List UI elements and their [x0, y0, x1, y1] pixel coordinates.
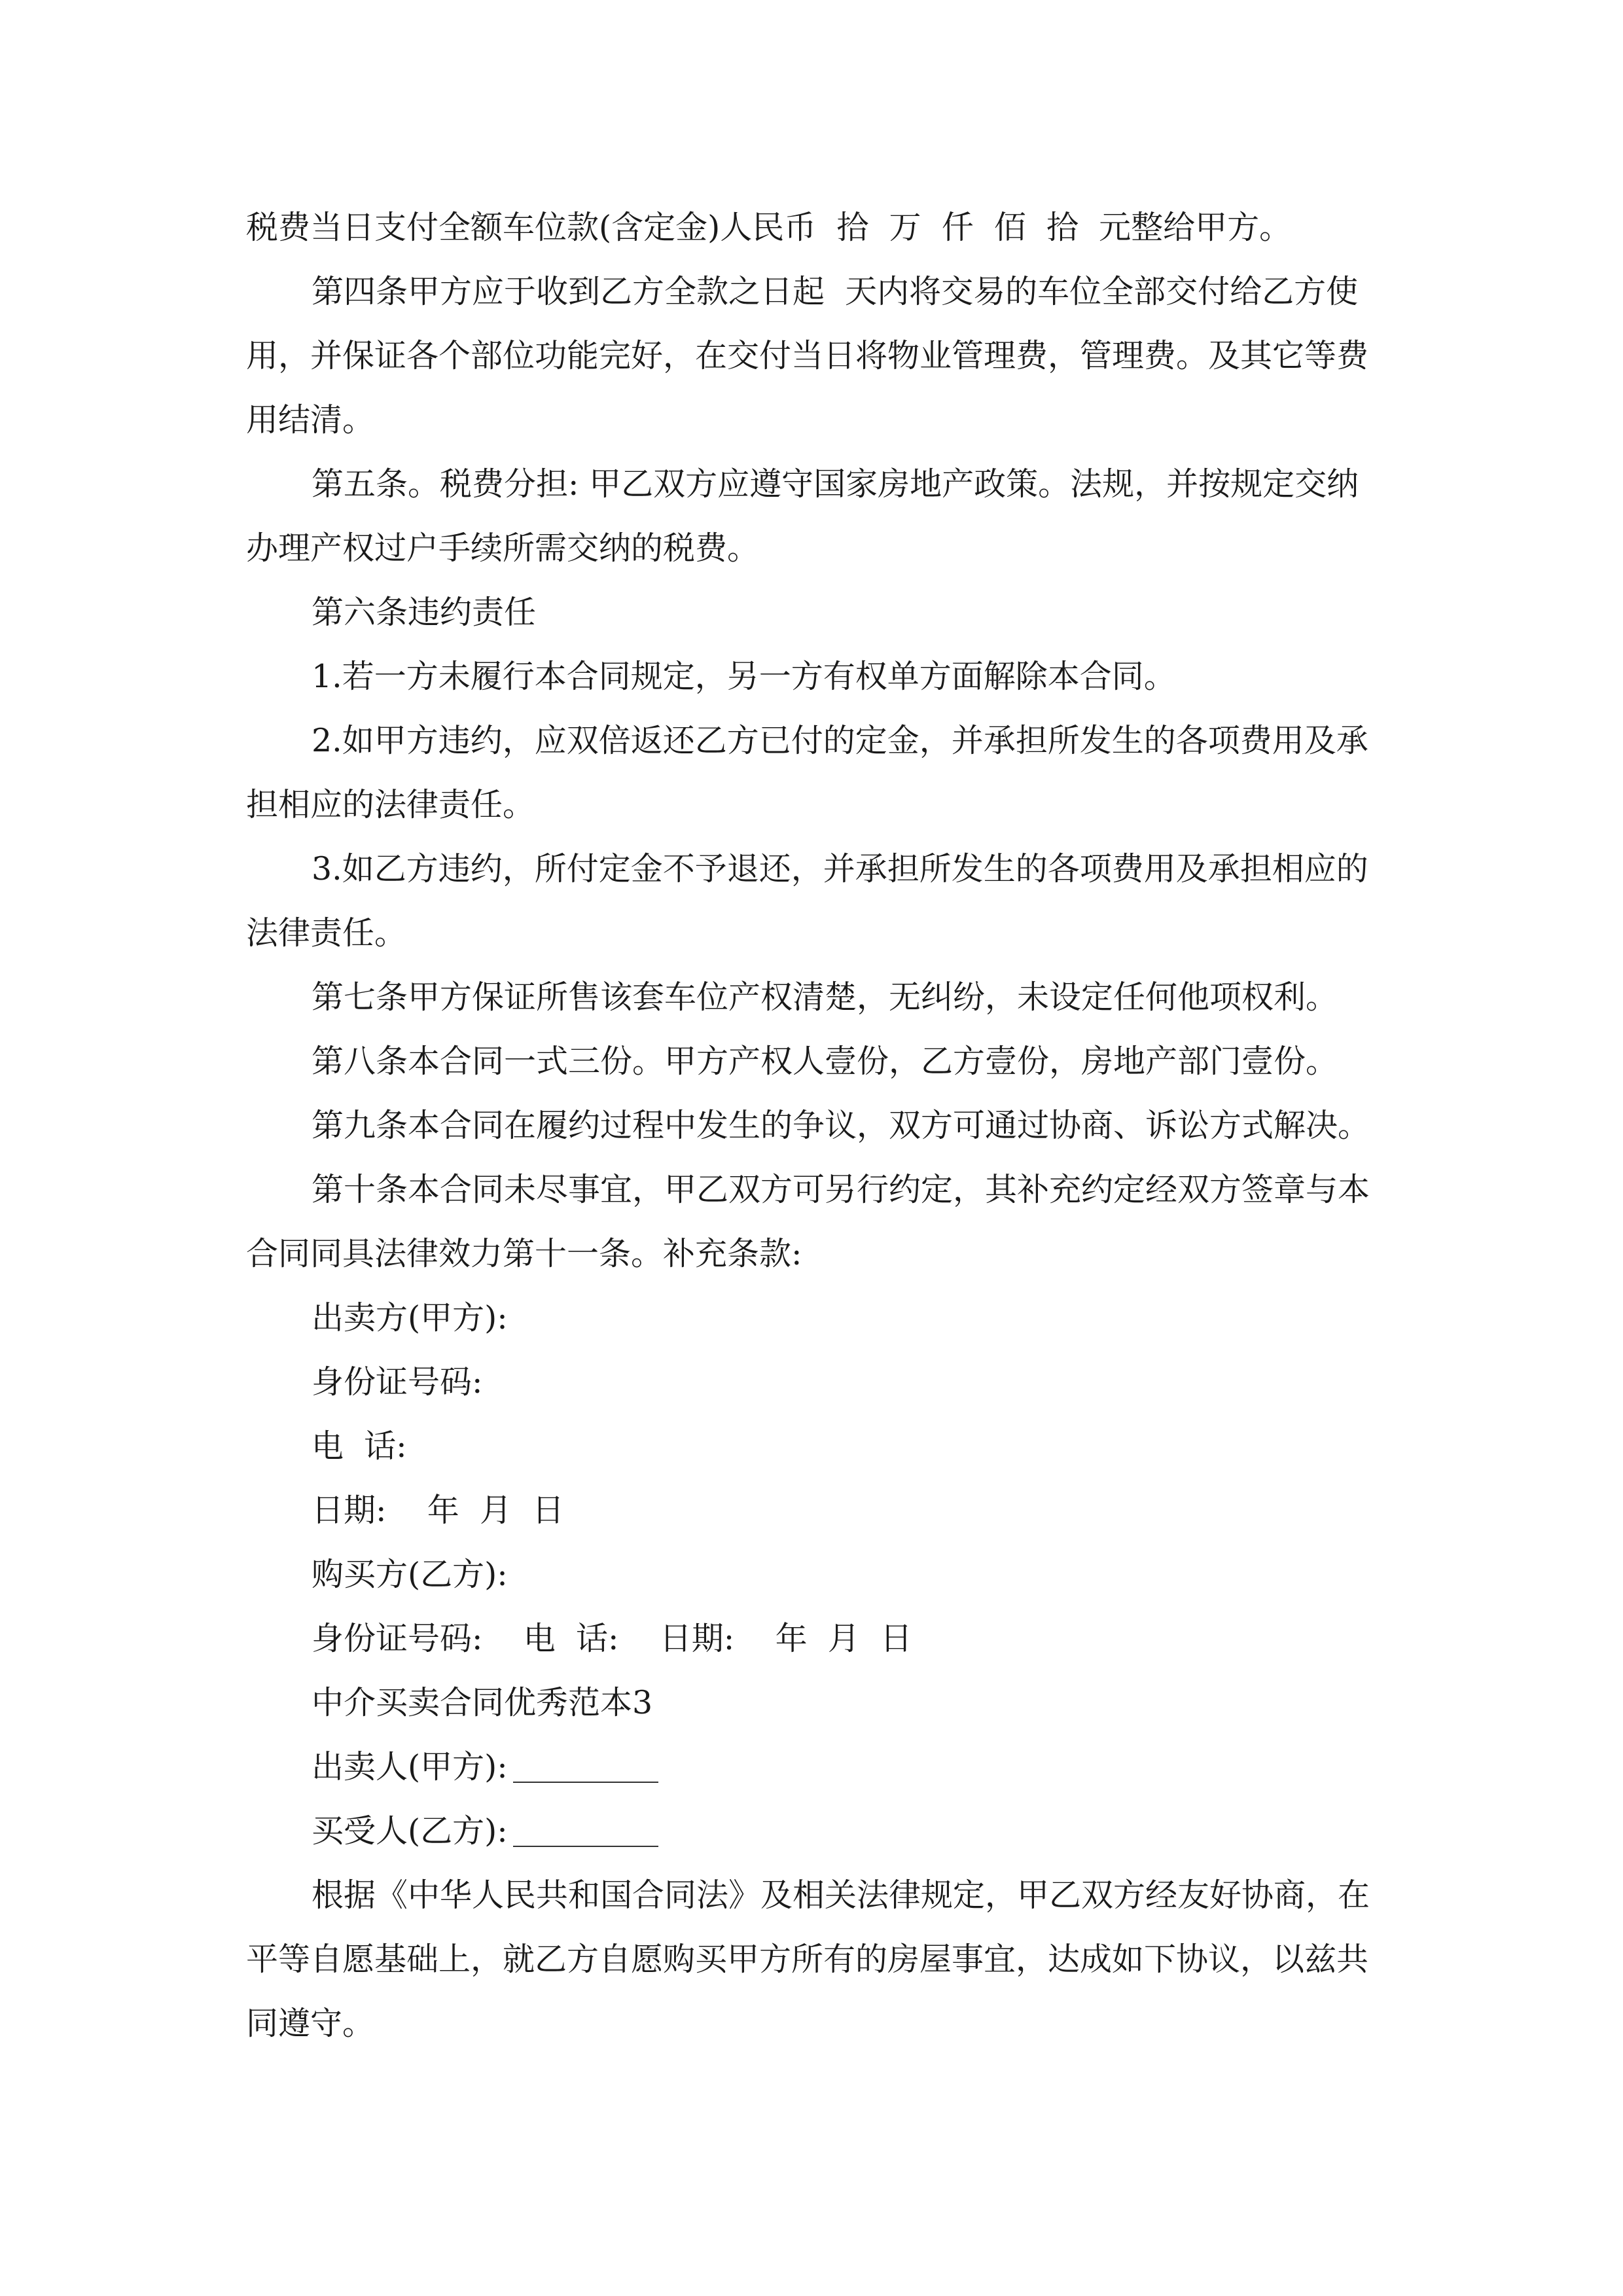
- text-line: 1.若一方未履行本合同规定，另一方有权单方面解除本合同。: [312, 658, 1176, 695]
- signature-field-phone: 电 话:: [312, 1427, 407, 1465]
- text-line: 平等自愿基础上，就乙方自愿购买甲方所有的房屋事宜，达成如下协议，以兹共: [246, 1941, 1369, 1978]
- text-line: 2.如甲方违约，应双倍返还乙方已付的定金，并承担所发生的各项费用及承: [312, 722, 1368, 759]
- text-line: 合同同具法律效力第十一条。补充条款:: [246, 1235, 802, 1272]
- text-line: 第九条本合同在履约过程中发生的争议，双方可通过协商、诉讼方式解决。: [312, 1107, 1370, 1144]
- signature-field-id: 身份证号码:: [312, 1363, 483, 1401]
- text-line: 用结清。: [246, 401, 375, 439]
- text-line: 根据《中华人民共和国合同法》及相关法律规定，甲乙双方经友好协商，在: [312, 1876, 1370, 1914]
- text-line: 法律责任。: [246, 914, 407, 952]
- party-seller-line: [312, 1748, 658, 1785]
- text-line: 第八条本合同一式三份。甲方产权人壹份，乙方壹份，房地产部门壹份。: [312, 1043, 1338, 1080]
- text-line: 第七条甲方保证所售该套车位产权清楚，无纠纷，未设定任何他项权利。: [312, 978, 1338, 1016]
- text-line: 第五条。税费分担: 甲乙双方应遵守国家房地产政策。法规，并按规定交纳: [312, 465, 1359, 503]
- text-line: 第四条甲方应于收到乙方全款之日起 天内将交易的车位全部交付给乙方使: [312, 273, 1359, 310]
- text-line: 第十条本合同未尽事宜，甲乙双方可另行约定，其补充约定经双方签章与本: [312, 1171, 1370, 1208]
- signature-field-buyer-details: 身份证号码: 电 话: 日期: 年 月 日: [312, 1620, 912, 1657]
- party-seller-label: 出卖人(甲方):: [312, 1748, 508, 1785]
- text-line: 办理产权过户手续所需交纳的税费。: [246, 529, 760, 567]
- blank-underline: [513, 1817, 658, 1847]
- party-buyer-label: 买受人(乙方):: [312, 1812, 508, 1850]
- text-line: 3.如乙方违约，所付定金不予退还，并承担所发生的各项费用及承担相应的: [312, 850, 1368, 888]
- signature-field-date: 日期: 年 月 日: [312, 1492, 565, 1529]
- section-title: 中介买卖合同优秀范本3: [312, 1684, 653, 1721]
- text-line: 第六条违约责任: [312, 594, 537, 631]
- text-line: 同遵守。: [246, 2005, 375, 2042]
- text-line: 用，并保证各个部位功能完好，在交付当日将物业管理费，管理费。及其它等费: [246, 337, 1369, 374]
- text-line: 税费当日支付全额车位款(含定金)人民币 拾 万 仟 佰 拾 元整给甲方。: [246, 209, 1292, 246]
- signature-field-seller: 出卖方(甲方):: [312, 1299, 508, 1336]
- signature-field-buyer: 购买方(乙方):: [312, 1556, 508, 1593]
- text-line: 担相应的法律责任。: [246, 786, 535, 823]
- party-buyer-line: [312, 1812, 658, 1850]
- blank-underline: [513, 1753, 658, 1783]
